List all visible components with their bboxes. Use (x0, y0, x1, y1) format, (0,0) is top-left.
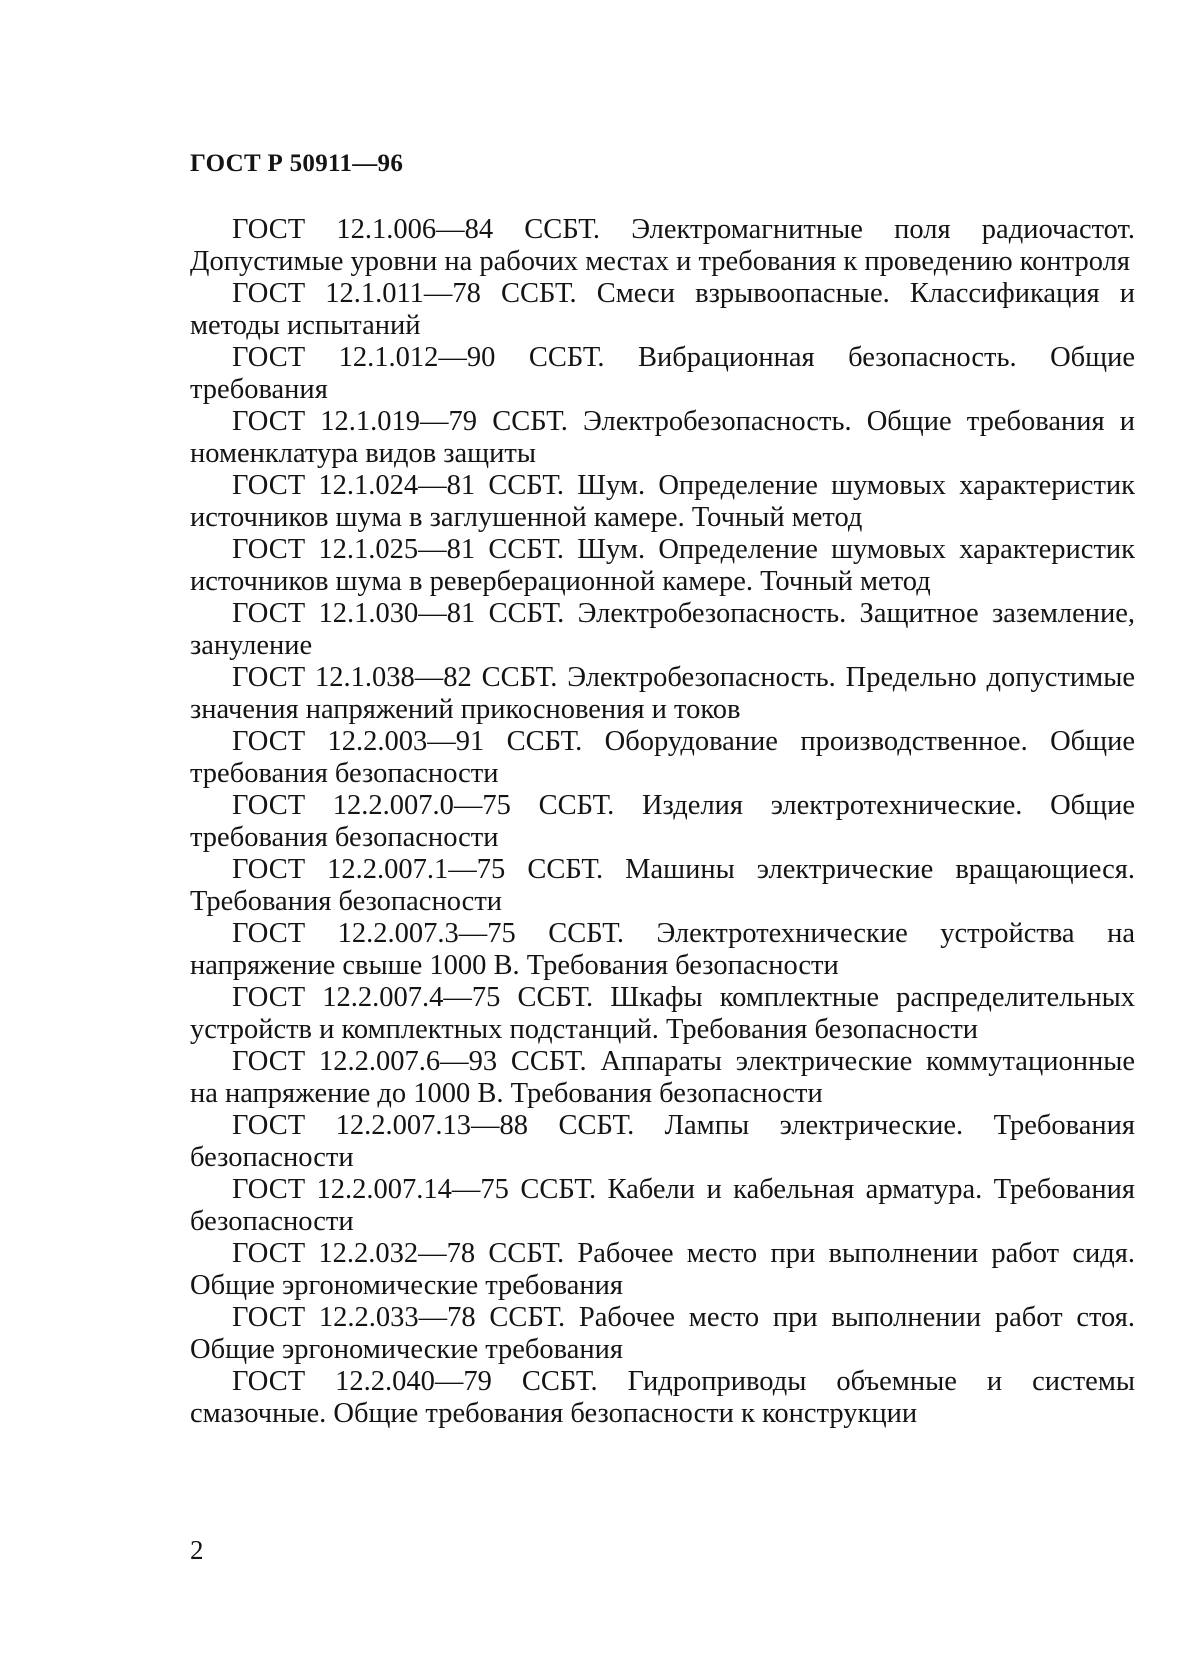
reference-code: ГОСТ 12.2.007.1—75 (232, 854, 506, 885)
reference-title: ССБТ. Рабочее место при выполнении работ стоя. Общие эргономические требования (190, 1302, 1135, 1365)
reference-title: ССБТ. Шум. Определение шумовых характеристик источников шума в заглушенной камере. Точный метод (190, 470, 1135, 533)
reference-list (190, 214, 1135, 1430)
reference-item (190, 1238, 1135, 1302)
page-number: 2 (190, 1535, 204, 1565)
reference-item (190, 790, 1135, 854)
reference-code: ГОСТ 12.2.033—78 (232, 1302, 476, 1333)
reference-code: ГОСТ 12.1.011—78 (232, 278, 481, 309)
reference-item (190, 854, 1135, 918)
reference-item (190, 1302, 1135, 1366)
reference-title: ССБТ. Кабели и кабельная арматура. Требования безопасности (190, 1174, 1135, 1237)
reference-code: ГОСТ 12.1.030—81 (232, 598, 476, 629)
document-header: ГОСТ Р 50911—96 (190, 150, 404, 177)
reference-title: ССБТ. Аппараты электрические коммутационные на напряжение до 1000 В. Требования безопасности (190, 1046, 1135, 1109)
reference-title: ССБТ. Оборудование производственное. Общие требования безопасности (190, 726, 1135, 789)
reference-item (190, 214, 1135, 278)
reference-title: ССБТ. Шум. Определение шумовых характеристик источников шума в реверберационной камере. Точный метод (190, 534, 1135, 597)
reference-item (190, 342, 1135, 406)
reference-code: ГОСТ 12.2.032—78 (232, 1238, 476, 1269)
reference-item (190, 982, 1135, 1046)
reference-item (190, 1174, 1135, 1238)
reference-title: ССБТ. Электромагнитные поля радиочастот. Допустимые уровни на рабочих местах и требования к проведению контроля (190, 214, 1135, 277)
reference-title: ССБТ. Лампы электрические. Требования безопасности (190, 1110, 1135, 1173)
reference-code: ГОСТ 12.2.040—79 (232, 1366, 492, 1397)
reference-title: ССБТ. Шкафы комплектные распределительных устройств и комплектных подстанций. Требования безопасности (190, 982, 1135, 1045)
reference-code: ГОСТ 12.2.007.4—75 (232, 982, 501, 1013)
reference-item (190, 726, 1135, 790)
reference-item (190, 278, 1135, 342)
reference-code: ГОСТ 12.2.003—91 (232, 726, 485, 757)
reference-title: ССБТ. Машины электрические вращающиеся. Требования безопасности (190, 854, 1136, 917)
reference-code: ГОСТ 12.2.007.0—75 (232, 790, 511, 821)
reference-code: ГОСТ 12.1.024—81 (232, 470, 476, 501)
reference-item (190, 1110, 1135, 1174)
reference-item (190, 598, 1135, 662)
reference-item (190, 406, 1135, 470)
reference-title: ССБТ. Изделия электротехнические. Общие требования безопасности (190, 790, 1135, 853)
reference-item (190, 662, 1135, 726)
reference-code: ГОСТ 12.2.007.13—88 (232, 1110, 528, 1141)
reference-code: ГОСТ 12.2.007.6—93 (232, 1046, 498, 1077)
reference-code: ГОСТ 12.1.038—82 (232, 662, 472, 693)
reference-code: ГОСТ 12.1.012—90 (232, 342, 496, 373)
reference-code: ГОСТ 12.1.019—79 (232, 406, 478, 437)
reference-code: ГОСТ 12.1.025—81 (232, 534, 476, 565)
reference-code: ГОСТ 12.2.007.3—75 (232, 918, 516, 949)
reference-title: ССБТ. Электробезопасность. Предельно допустимые значения напряжений прикосновения и токов (190, 662, 1135, 725)
reference-title: ССБТ. Электробезопасность. Общие требования и номенклатура видов защиты (190, 406, 1135, 469)
reference-title: ССБТ. Вибрационная безопасность. Общие требования (190, 342, 1136, 405)
reference-title: ССБТ. Электротехнические устройства на напряжение свыше 1000 В. Требования безопасности (190, 918, 1135, 981)
reference-code: ГОСТ 12.1.006—84 (232, 214, 494, 245)
reference-item (190, 470, 1135, 534)
reference-item (190, 1366, 1135, 1430)
reference-title: ССБТ. Электробезопасность. Защитное заземление, зануление (190, 598, 1136, 661)
reference-title: ССБТ. Смеси взрывоопасные. Классификация и методы испытаний (190, 278, 1135, 341)
reference-title: ССБТ. Гидроприводы объемные и системы смазочные. Общие требования безопасности к конструкции (190, 1366, 1135, 1429)
reference-item (190, 918, 1135, 982)
reference-code: ГОСТ 12.2.007.14—75 (232, 1174, 509, 1205)
reference-item (190, 534, 1135, 598)
reference-title: ССБТ. Рабочее место при выполнении работ сидя. Общие эргономические требования (190, 1238, 1135, 1301)
reference-item (190, 1046, 1135, 1110)
